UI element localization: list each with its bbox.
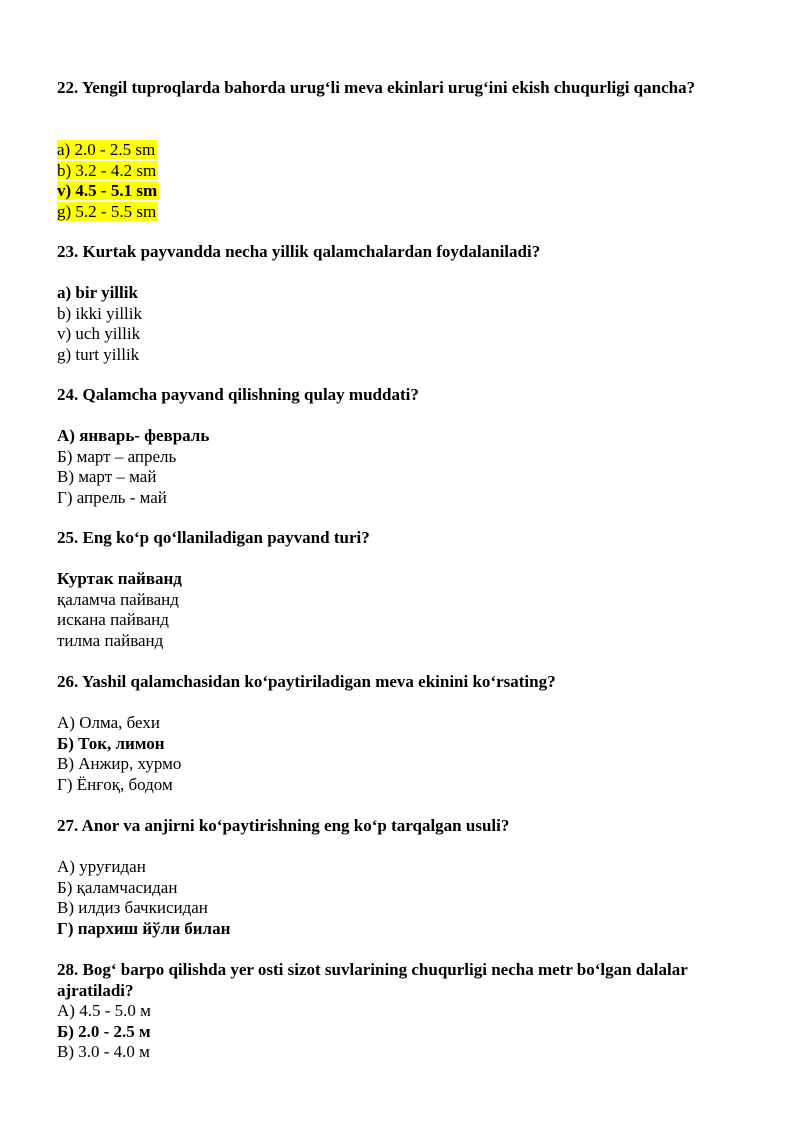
option-27-b: Б) қаламчасидан	[57, 877, 178, 897]
option-25-4: тилма пайванд	[57, 630, 164, 650]
option-22-g	[57, 202, 158, 223]
option-22-v-correct	[57, 181, 159, 202]
question-27: 27. Anor va anjirni ko‘paytirishning eng ko‘p tarqalgan usuli?	[57, 816, 510, 835]
option-27-v: В) илдиз бачкисидан	[57, 898, 208, 917]
question-24: 24. Qalamcha payvand qilishning qulay muddati?	[57, 385, 419, 404]
option-26-g: Г) Ёнғоқ, бодом	[57, 774, 173, 794]
option-25-2: қаламча пайванд	[57, 589, 179, 609]
question-23: 23. Kurtak payvandda necha yillik qalamchalardan foydalaniladi?	[57, 242, 541, 261]
option-23-g: g) turt yillik	[57, 344, 140, 364]
question-22: 22. Yengil tuproqlarda bahorda urug‘li meva ekinlari urug‘ini ekish chuqurligi qancha?	[57, 78, 696, 97]
option-26-a: А) Олма, бехи	[57, 713, 160, 732]
option-23-a-correct: a) bir yillik	[57, 283, 138, 302]
question-26: 26. Yashil qalamchasidan ko‘paytiriladigan meva ekinini ko‘rsating?	[57, 672, 556, 691]
option-22-g-text: g) 5.2 - 5.5 sm	[57, 201, 157, 221]
option-28-a: А) 4.5 - 5.0 м	[57, 1001, 151, 1020]
question-28: 28. Bog‘ barpo qilishda yer osti sizot suvlarining chuqurligi necha metr bo‘lgan dalalar ajratiladi?	[57, 960, 688, 1000]
option-24-v: В) март – май	[57, 467, 157, 486]
option-24-a-correct: А) январь- февраль	[57, 426, 210, 445]
option-28-v: В) 3.0 - 4.0 м	[57, 1042, 150, 1061]
option-22-b	[57, 161, 158, 182]
option-22-b-text: b) 3.2 - 4.2 sm	[57, 160, 157, 180]
option-22-v-text: v) 4.5 - 5.1 sm	[57, 181, 158, 200]
option-27-g-correct: Г) пархиш йўли билан	[57, 918, 231, 938]
option-24-g: Г) апрель - май	[57, 487, 167, 507]
option-25-1-correct: Куртак пайванд	[57, 569, 182, 588]
option-28-b-correct: Б) 2.0 - 2.5 м	[57, 1021, 151, 1041]
option-23-b: b) ikki yillik	[57, 303, 142, 323]
option-26-v: В) Анжир, хурмо	[57, 754, 182, 773]
option-25-3: искана пайванд	[57, 610, 169, 629]
option-23-v: v) uch yillik	[57, 324, 141, 343]
option-26-b-correct: Б) Ток, лимон	[57, 733, 165, 753]
option-22-a-text: a) 2.0 - 2.5 sm	[57, 140, 156, 159]
option-24-b: Б) март – апрель	[57, 446, 177, 466]
question-25: 25. Eng ko‘p qo‘llaniladigan payvand turi?	[57, 528, 370, 547]
option-27-a: А) уруғидан	[57, 857, 146, 876]
option-22-a	[57, 140, 157, 161]
